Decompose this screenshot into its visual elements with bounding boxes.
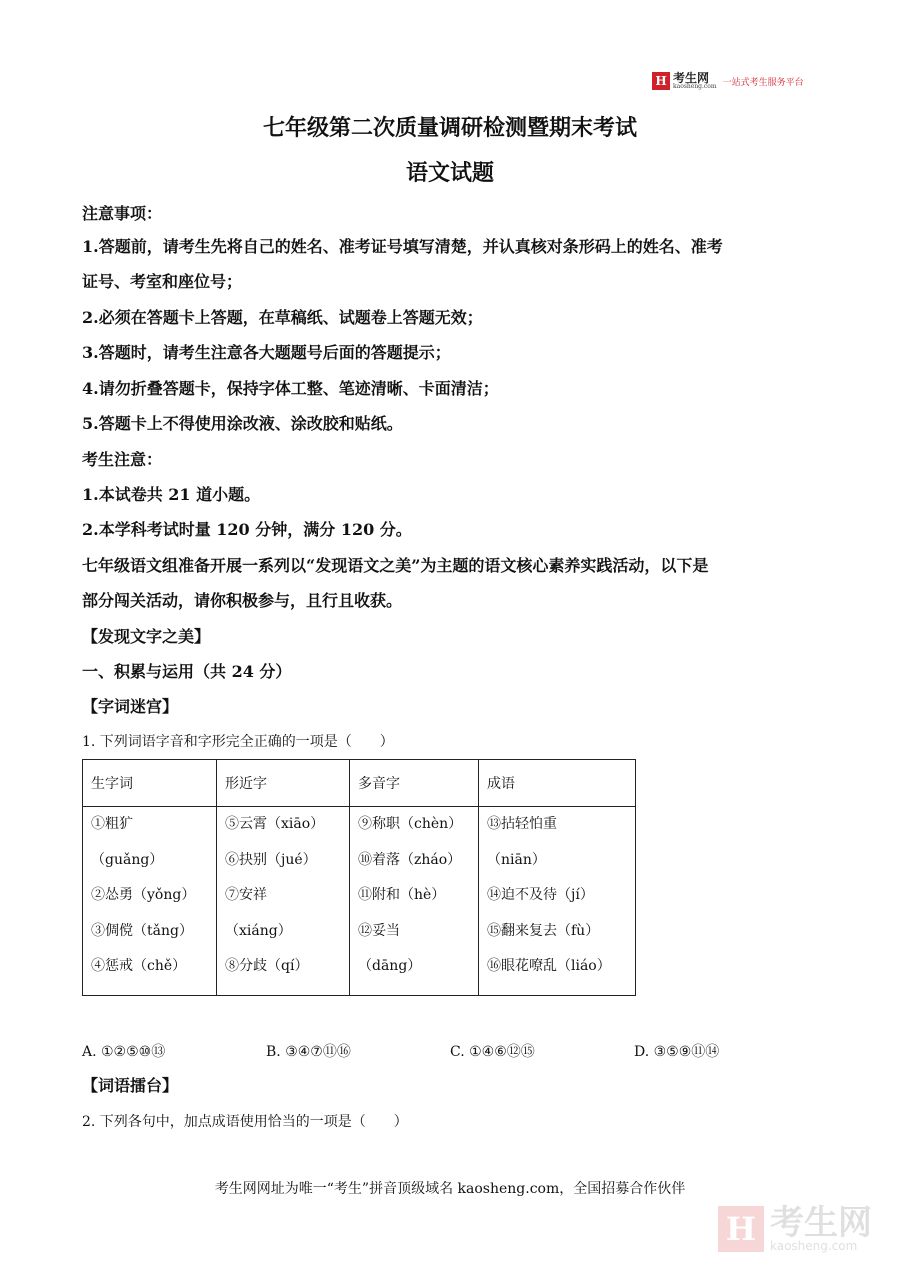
logo-name: 考生网 (673, 71, 710, 85)
cell-line: ②怂勇（yǒng） (91, 887, 196, 903)
cell-line: ④惩戒（chě） (91, 958, 187, 974)
cell-line: ⑫妥当 (358, 922, 400, 939)
table-row (83, 807, 636, 996)
table-cell (479, 807, 636, 996)
subsection-tag: 【词语擂台】 (82, 1076, 179, 1095)
cell-line: ⑪附和（hè） (358, 887, 446, 903)
cell-line: ⑩着落（zháo） (358, 851, 462, 868)
cell-line: ⑦安祥 (225, 887, 267, 903)
table-header-row (83, 760, 636, 807)
table-header: 生字词 (83, 760, 217, 807)
watermark-icon: H (718, 1206, 764, 1252)
option-d: D. ③⑤⑨⑪⑭ (634, 1044, 720, 1060)
notice-line: 2.必须在答题卡上答题，在草稿纸、试题卷上答题无效； (82, 308, 483, 327)
notice-line: 4.请勿折叠答题卡，保持字体工整、笔迹清晰、卡面清洁； (82, 379, 499, 398)
notice-line: 3.答题时，请考生注意各大题题号后面的答题提示； (82, 343, 451, 362)
intro-line: 部分闯关活动，请你积极参与，且行且收获。 (82, 591, 403, 610)
option-a: A. ①②⑤⑩⑬ (82, 1044, 166, 1060)
table-header: 成语 (479, 760, 636, 807)
notice-heading: 注意事项： (82, 204, 163, 223)
cell-line: ⑬拈轻怕重 (487, 816, 557, 832)
notice-line: 证号、考室和座位号； (82, 272, 243, 291)
table-header: 形近字 (217, 760, 350, 807)
brand-logo (652, 72, 804, 90)
cell-line: ⑭迫不及待（jí） (487, 887, 594, 903)
cell-line: ⑮翻来复去（fù） (487, 922, 600, 939)
cell-line: ⑧分歧（qí） (225, 958, 309, 974)
page-footer: 考生网网址为唯一“考生”拼音顶级域名 kaosheng.com，全国招募合作伙伴 (214, 1181, 686, 1197)
option-c: C. ①④⑥⑫⑮ (450, 1044, 535, 1060)
watermark (718, 1203, 872, 1253)
part-heading: 一、积累与运用（共 24 分） (82, 662, 292, 681)
cell-line: （dāng） (358, 958, 422, 974)
logo-domain: kaosheng.com (673, 83, 717, 90)
cell-line: （xiáng） (225, 922, 292, 939)
table-header: 多音字 (350, 760, 479, 807)
table-cell (83, 807, 217, 996)
student-note: 1.本试卷共 21 道小题。 (82, 485, 261, 504)
cell-line: ③倜傥（tǎng） (91, 922, 193, 939)
cell-line: ⑤云霄（xiāo） (225, 816, 325, 832)
word-table (82, 759, 636, 996)
cell-line: ⑥抉别（jué） (225, 851, 317, 868)
notice-line: 5.答题卡上不得使用涂改液、涂改胶和贴纸。 (82, 414, 403, 433)
cell-line: ①粗犷 (91, 816, 133, 832)
subsection-tag: 【字词迷宫】 (82, 697, 179, 716)
table-cell (350, 807, 479, 996)
cell-line: （guǎng） (91, 851, 164, 868)
cell-line: ⑨称职（chèn） (358, 816, 463, 832)
exam-subtitle: 语文试题 (405, 160, 494, 186)
student-note: 2.本学科考试时量 120 分钟，满分 120 分。 (82, 520, 412, 539)
notice-line: 1.答题前，请考生先将自己的姓名、准考证号填写清楚，并认真核对条形码上的姓名、准考 (82, 237, 723, 256)
watermark-domain: kaosheng.com (770, 1239, 858, 1253)
question-2: 2. 下列各句中，加点成语使用恰当的一项是（ ） (82, 1114, 408, 1130)
option-b: B. ③④⑦⑪⑯ (266, 1044, 351, 1060)
logo-icon: H (652, 72, 670, 90)
student-heading: 考生注意： (82, 450, 163, 469)
table-cell (217, 807, 350, 996)
exam-title: 七年级第二次质量调研检测暨期末考试 (262, 115, 637, 141)
question-1: 1. 下列词语字音和字形完全正确的一项是（ ） (82, 734, 394, 750)
cell-line: ⑯眼花嘹乱（liáo） (487, 958, 611, 974)
intro-line: 七年级语文组准备开展一系列以“发现语文之美”为主题的语文核心素养实践活动，以下是 (82, 556, 709, 575)
watermark-name: 考生网 (770, 1203, 872, 1243)
cell-line: （niān） (487, 851, 546, 868)
logo-slogan: 一站式考生服务平台 (722, 77, 804, 88)
section-tag: 【发现文字之美】 (82, 627, 211, 646)
